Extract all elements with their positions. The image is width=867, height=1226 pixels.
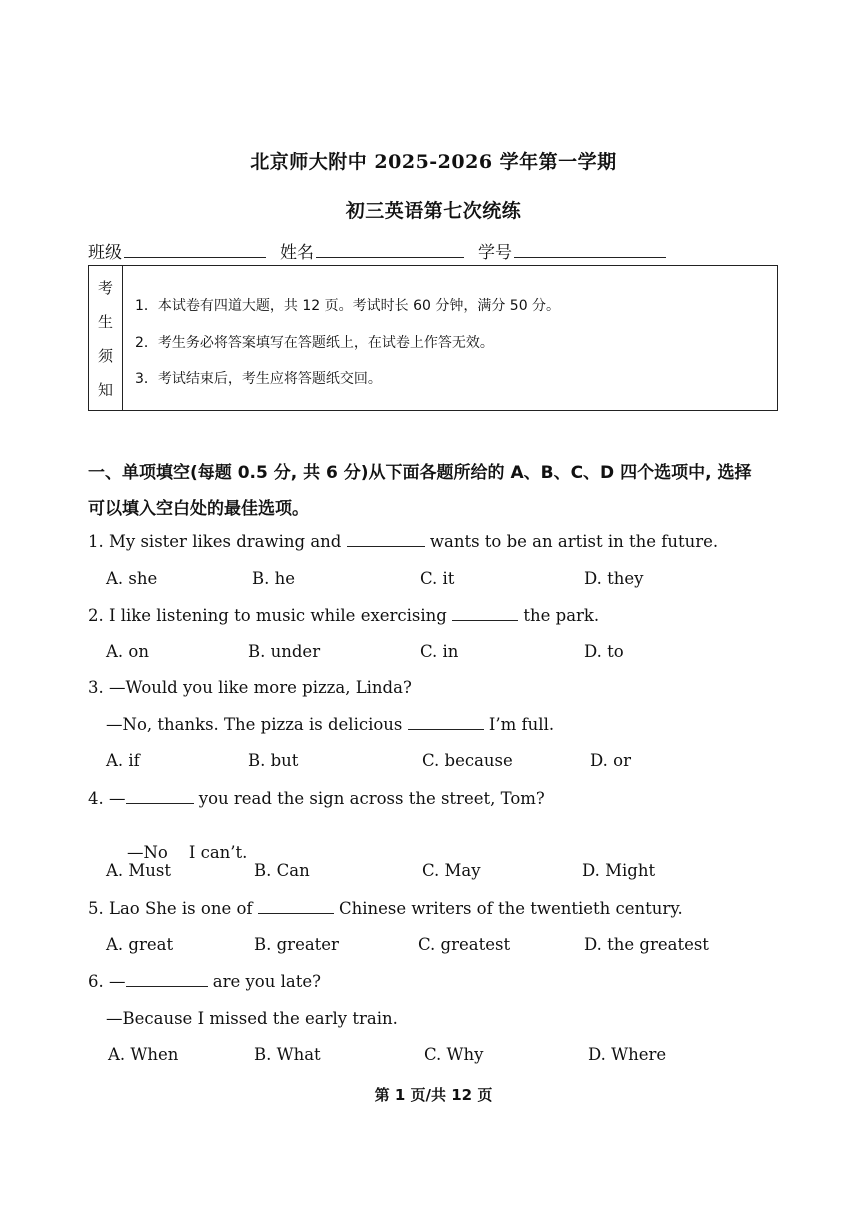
- question-text: the park.: [518, 606, 600, 625]
- option-a[interactable]: A. When: [108, 1045, 179, 1064]
- question-6: [88, 972, 321, 991]
- option-b[interactable]: B. he: [252, 569, 296, 588]
- answer-blank[interactable]: [126, 789, 194, 804]
- id-blank[interactable]: [514, 241, 666, 258]
- question-3: [88, 678, 412, 697]
- option-d[interactable]: D. the greatest: [584, 935, 709, 954]
- question-text: 2. I like listening to music while exercising: [88, 606, 453, 625]
- question-text: Chinese writers of the twentieth century.: [333, 899, 683, 918]
- answer-blank[interactable]: [126, 972, 208, 987]
- question-6-reply: [106, 1009, 398, 1028]
- section-heading-cont: 可以填入空白处的最佳选项。: [88, 499, 309, 519]
- option-c[interactable]: C. May: [422, 861, 481, 880]
- question-text: 3. —Would you like more pizza, Linda?: [88, 678, 412, 697]
- option-b[interactable]: B. Can: [254, 861, 310, 880]
- option-c[interactable]: C. Why: [424, 1045, 484, 1064]
- page-number: 第 1 页/共 12 页: [374, 1086, 493, 1104]
- id-label: 学号: [478, 243, 512, 263]
- option-b[interactable]: B. What: [254, 1045, 321, 1064]
- notice-side-char: 须: [97, 346, 113, 365]
- question-text: 1. My sister likes drawing and: [88, 532, 347, 551]
- notice-rule: 1．本试卷有四道大题，共 12 页。考试时长 60 分钟，满分 50 分。: [135, 298, 561, 314]
- name-label: 姓名: [280, 243, 314, 263]
- notice-rule: 2．考生务必将答案填写在答题纸上，在试卷上作答无效。: [135, 335, 494, 351]
- option-a[interactable]: A. she: [106, 569, 158, 588]
- option-c[interactable]: C. in: [420, 642, 459, 661]
- question-2: [88, 606, 599, 625]
- question-text: 6. —: [88, 972, 126, 991]
- exam-title: 北京师大附中 2025-2026 学年第一学期: [250, 151, 617, 173]
- question-4: [88, 789, 545, 808]
- option-d[interactable]: D. to: [584, 642, 624, 661]
- option-b[interactable]: B. under: [248, 642, 321, 661]
- answer-blank[interactable]: [258, 899, 334, 914]
- notice-side-char: 知: [97, 380, 113, 399]
- answer-blank[interactable]: [408, 715, 484, 730]
- question-5: [88, 899, 683, 918]
- option-b[interactable]: B. but: [248, 751, 299, 770]
- exam-subtitle: 初三英语第七次统练: [345, 200, 522, 222]
- question-text: I’m full.: [483, 715, 555, 734]
- class-blank[interactable]: [124, 241, 266, 258]
- exam-notice-box: [88, 265, 778, 411]
- option-d[interactable]: D. or: [590, 751, 631, 770]
- question-text: —No, thanks. The pizza is delicious: [106, 715, 408, 734]
- answer-blank[interactable]: [347, 532, 425, 547]
- question-3-reply: [106, 715, 554, 734]
- option-a[interactable]: A. on: [106, 642, 149, 661]
- option-d[interactable]: D. Might: [582, 861, 656, 880]
- option-b[interactable]: B. greater: [254, 935, 339, 954]
- notice-side-char: 考: [97, 278, 113, 297]
- option-d[interactable]: D. Where: [588, 1045, 667, 1064]
- option-a[interactable]: A. if: [106, 751, 140, 770]
- question-text: —Because I missed the early train.: [106, 1009, 398, 1028]
- option-c[interactable]: C. because: [422, 751, 513, 770]
- answer-blank[interactable]: [452, 606, 518, 621]
- option-c[interactable]: C. greatest: [418, 935, 511, 954]
- question-text: 4. —: [88, 789, 126, 808]
- question-text: you read the sign across the street, Tom?: [193, 789, 545, 808]
- class-label: 班级: [88, 243, 122, 263]
- notice-side-label: [89, 266, 123, 410]
- notice-rule: 3．考试结束后，考生应将答题纸交回。: [135, 371, 382, 387]
- option-a[interactable]: A. Must: [106, 861, 172, 880]
- question-text: are you late?: [207, 972, 321, 991]
- question-1: [88, 532, 718, 551]
- option-d[interactable]: D. they: [584, 569, 644, 588]
- section-heading: 一、单项填空(每题 0.5 分, 共 6 分)从下面各题所给的 A、B、C、D 四个选项中, 选择: [88, 463, 752, 483]
- question-text: 5. Lao She is one of: [88, 899, 258, 918]
- student-info-line: [88, 238, 788, 263]
- option-c[interactable]: C. it: [420, 569, 455, 588]
- question-text: wants to be an artist in the future.: [424, 532, 719, 551]
- notice-side-char: 生: [97, 312, 113, 331]
- question-text: —No I can’t.: [126, 843, 248, 862]
- name-blank[interactable]: [316, 241, 464, 258]
- option-a[interactable]: A. great: [106, 935, 174, 954]
